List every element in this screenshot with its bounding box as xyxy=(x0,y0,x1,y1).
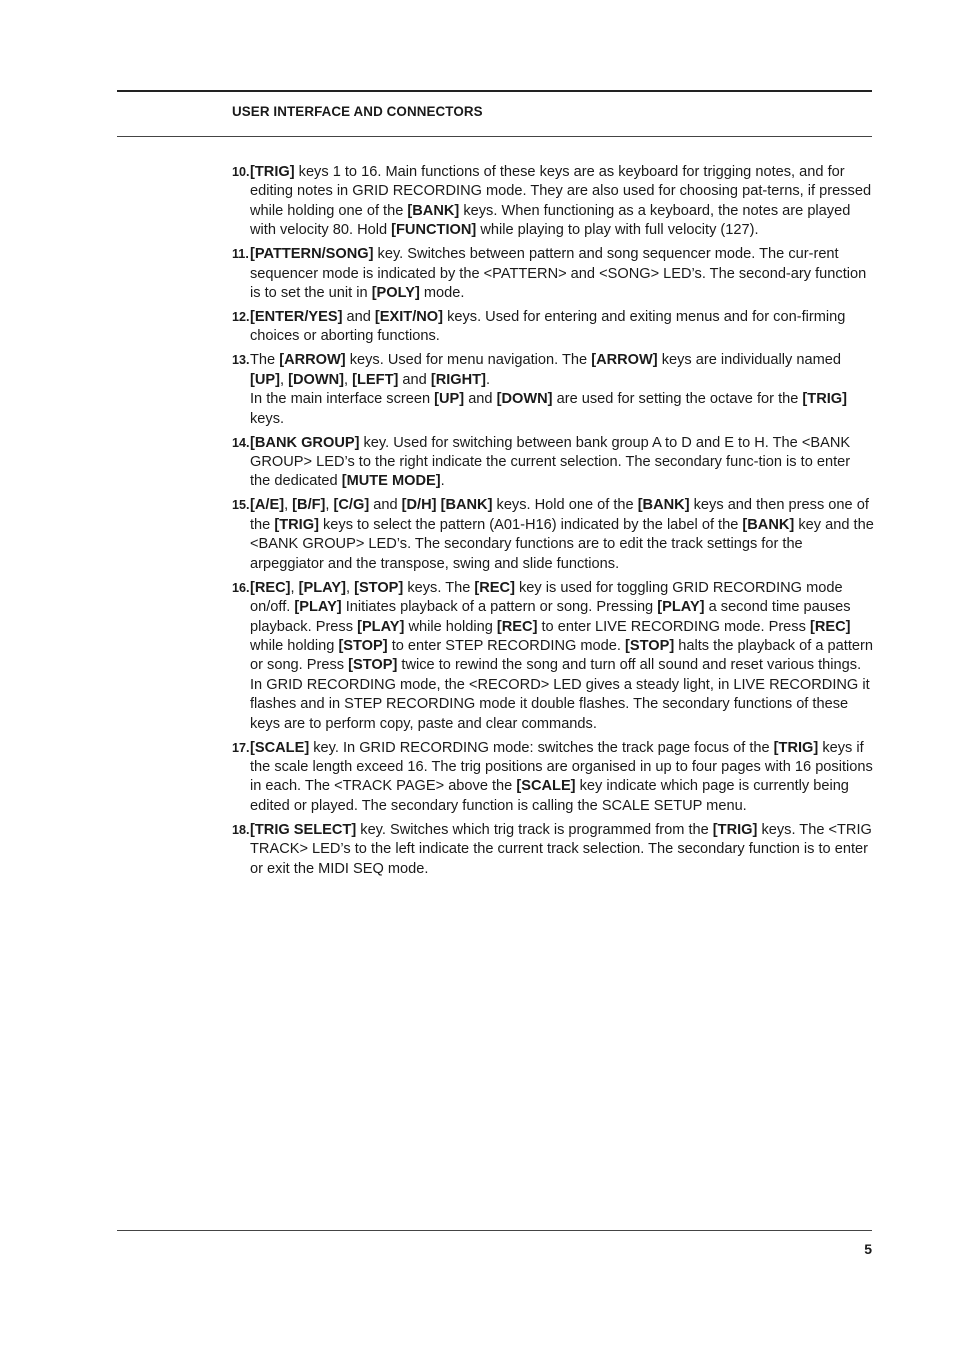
key-name: [ENTER/YES] xyxy=(250,309,343,326)
key-name: [B/F] xyxy=(292,497,326,514)
list-item-text xyxy=(250,164,871,238)
text-run: while holding xyxy=(404,618,497,635)
text-run: to enter STEP RECORDING mode. xyxy=(387,637,626,654)
text-run: and xyxy=(464,391,497,408)
key-name: [STOP] xyxy=(354,579,404,596)
key-name: [ARROW] xyxy=(279,352,346,369)
text-run: are used for setting the octave for the xyxy=(552,391,803,408)
key-name: [BANK] xyxy=(742,516,795,533)
list-item xyxy=(232,163,874,241)
key-name: [REC] xyxy=(250,579,291,596)
list-item xyxy=(232,434,874,492)
text-run: to enter LIVE RECORDING mode. Press xyxy=(537,618,810,635)
key-name: [FUNCTION] xyxy=(391,222,477,239)
list-item xyxy=(232,351,874,429)
key-name: [PLAY] xyxy=(298,579,346,596)
section-header: USER INTERFACE AND CONNECTORS xyxy=(232,104,483,119)
list-item-text xyxy=(250,740,873,814)
key-name: [STOP] xyxy=(348,657,398,674)
key-name: [STOP] xyxy=(625,637,675,654)
text-run: Initiates playback of a pattern or song. Pressing xyxy=(341,599,658,616)
key-name: [REC] xyxy=(809,618,851,635)
key-name: [BANK] xyxy=(407,202,460,219)
list-item-text xyxy=(250,309,845,344)
text-run: key and the <BANK GROUP> LED’s. The secondary functions are to edit the track settings for the arpeggiator and the transpose, swing and slide functions. xyxy=(250,516,874,572)
list-item-text xyxy=(250,435,850,490)
text-run: mode. xyxy=(419,285,465,302)
text-run: while playing to play with full velocity (127). xyxy=(476,222,759,239)
text-run: keys. xyxy=(250,410,285,427)
text-run: keys if the scale length exceed 16. The trig positions are organised in up to four pages with 16 positions in each. The <TRACK PAGE> above the xyxy=(250,739,873,795)
key-name: [PLAY] xyxy=(657,599,705,616)
text-run: keys. Used for entering and exiting menus and for con-firming choices or aborting functions. xyxy=(250,309,846,345)
list-item-number: 13. xyxy=(232,353,250,368)
key-name: [BANK] xyxy=(440,497,493,514)
key-name: [TRIG] xyxy=(802,391,848,408)
list-item-number: 12. xyxy=(232,310,250,325)
list-item-number: 16. xyxy=(232,580,250,595)
list-item-text xyxy=(250,497,874,571)
key-name: [TRIG] xyxy=(274,516,319,533)
text-run: key. Switches which trig track is programmed from the xyxy=(356,821,713,838)
key-name: [DOWN] xyxy=(288,371,345,388)
key-name: [REC] xyxy=(474,579,515,596)
list-item-number: 14. xyxy=(232,435,250,450)
key-name: [TRIG] xyxy=(773,739,819,756)
text-run: . xyxy=(440,473,445,490)
key-name: [UP] xyxy=(250,371,280,388)
text-run: and xyxy=(369,497,402,514)
header-bottom-rule xyxy=(117,136,872,137)
key-name: [TRIG] xyxy=(250,164,295,180)
key-name: [STOP] xyxy=(338,637,388,654)
text-run: halts the playback of a pattern or song. Press xyxy=(250,637,873,674)
key-name: [PLAY] xyxy=(357,618,405,635)
text-run: key indicate which page is currently being edited or played. The secondary function is calling the SCALE SETUP menu. xyxy=(250,778,849,814)
list-item xyxy=(232,579,874,734)
key-name: [POLY] xyxy=(371,285,420,302)
key-name: [DOWN] xyxy=(496,391,553,408)
key-name: [RIGHT] xyxy=(430,371,486,388)
list-item-text xyxy=(250,580,873,732)
text-run: keys are individually named xyxy=(657,352,841,369)
text-run: and xyxy=(342,309,375,326)
list-item xyxy=(232,739,874,817)
list-item-number: 15. xyxy=(232,498,250,513)
list-item xyxy=(232,308,874,347)
key-name: [D/H] xyxy=(401,497,437,514)
key-name: [ARROW] xyxy=(591,352,658,369)
text-run: , xyxy=(345,579,355,596)
key-name: [SCALE] xyxy=(516,778,576,795)
text-run: , xyxy=(280,371,289,388)
text-run: a second time pauses playback. Press xyxy=(250,599,851,635)
text-run: keys. The xyxy=(403,579,475,596)
list-item-number: 17. xyxy=(232,740,250,755)
text-run: keys. The <TRIG TRACK> LED’s to the left indicate the current track selection. The secondary function is to enter or exit the MIDI SEQ mode. xyxy=(250,821,872,877)
header-top-rule xyxy=(117,90,872,92)
key-name: [TRIG SELECT] xyxy=(250,821,357,838)
text-run: keys to select the pattern (A01-H16) indicated by the label of the xyxy=(318,516,743,533)
text-run: keys. Used for menu navigation. The xyxy=(345,352,592,369)
key-name: [UP] xyxy=(434,391,465,408)
text-run: twice to rewind the song and turn off all sound and reset various things. In GRID RECORDING mode, the <RECORD> LED gives a steady light, in LIVE RECORDING it flashes and in STEP RECORDING mode it double flashes. The secondary functions of these keys are to perform copy, paste and clear commands. xyxy=(250,657,870,732)
list-item-number: 18. xyxy=(232,822,250,837)
key-name: [PATTERN/SONG] xyxy=(250,246,374,263)
footer-rule xyxy=(117,1230,872,1231)
text-run: key. In GRID RECORDING mode: switches the track page focus of the xyxy=(309,739,774,756)
list-item-number: 10. xyxy=(232,165,250,179)
text-run: keys and then press one of the xyxy=(250,497,869,533)
key-name: [PLAY] xyxy=(294,599,342,616)
page-number: 5 xyxy=(864,1241,872,1257)
list-item xyxy=(232,821,874,879)
list-item-number: 11. xyxy=(232,247,249,262)
text-run: , xyxy=(325,497,334,514)
text-run: key. Used for switching between bank group A to D and E to H. The <BANK GROUP> LED’s to the right indicate the current selection. The secondary func-tion is to enter the dedicated xyxy=(250,434,851,490)
key-name: [BANK] xyxy=(637,497,690,514)
key-name: [C/G] xyxy=(333,497,370,514)
text-run: keys 1 to 16. Main functions of these keys are as keyboard for trigging notes, and for editing notes in GRID RECORDING mode. They are also used for choosing pat-terns, if pressed while holding one of the xyxy=(250,164,872,219)
list-item-text xyxy=(250,822,872,877)
text-run: , xyxy=(344,371,353,388)
text-run: keys. When functioning as a keyboard, the notes are played with velocity 80. Hold xyxy=(250,202,851,239)
list-item xyxy=(232,496,874,574)
key-name: [REC] xyxy=(496,618,538,635)
text-run: , xyxy=(290,579,299,596)
list-item-text xyxy=(250,352,847,426)
key-name: [EXIT/NO] xyxy=(374,309,444,326)
key-name: [A/E] xyxy=(250,497,285,514)
list-item xyxy=(232,245,874,303)
key-name: [TRIG] xyxy=(712,821,758,838)
text-run: and xyxy=(398,371,431,388)
text-run: , xyxy=(284,497,293,514)
list-item-text xyxy=(250,246,866,301)
text-run: In the main interface screen xyxy=(250,391,435,408)
text-run: keys. Hold one of the xyxy=(492,497,638,514)
text-run: key is used for toggling GRID RECORDING mode on/off. xyxy=(250,579,843,616)
text-run: The xyxy=(250,352,280,369)
key-name: [LEFT] xyxy=(352,371,399,388)
numbered-list xyxy=(232,163,874,884)
text-run: key. Switches between pattern and song sequencer mode. The cur-rent sequencer mode is indicated by the <PATTERN> and <SONG> LED’s. The second-ary function is to set the unit in xyxy=(250,246,867,302)
key-name: [BANK GROUP] xyxy=(250,434,360,451)
key-name: [MUTE MODE] xyxy=(341,473,441,490)
text-run: . xyxy=(485,371,491,388)
key-name: [SCALE] xyxy=(250,739,310,756)
text-run: while holding xyxy=(250,637,339,654)
